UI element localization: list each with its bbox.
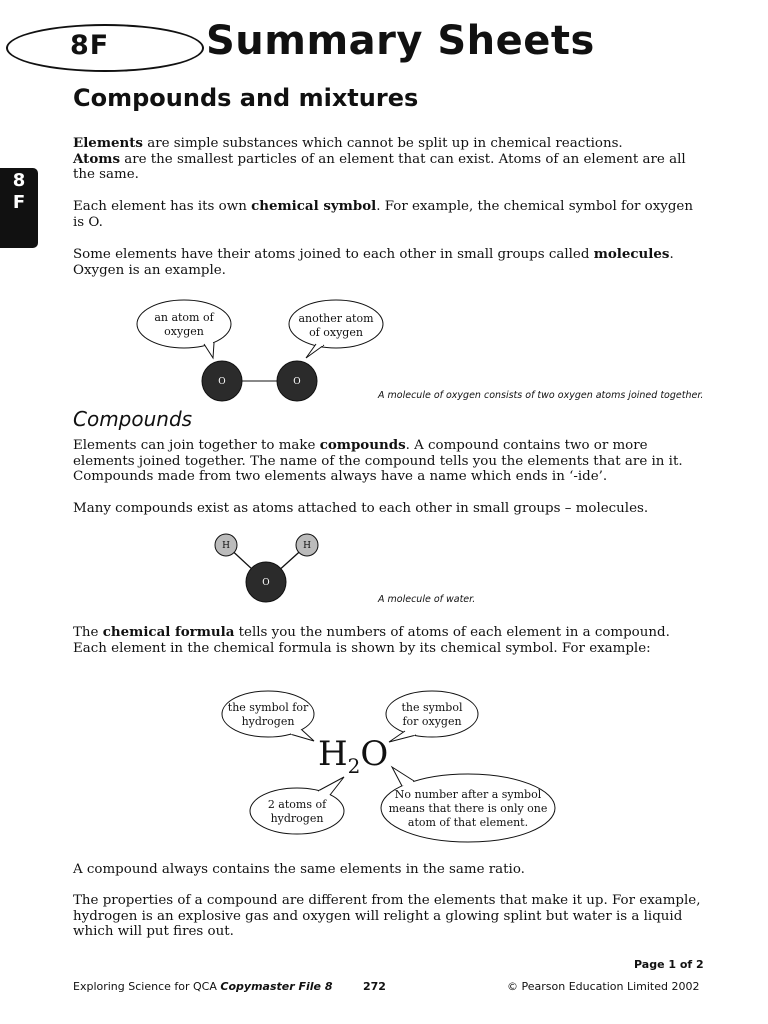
bubble-no-number-line3: atom of that element.: [407, 816, 529, 829]
bubble-tail-cover: [205, 343, 213, 344]
chemical-formula-h2o: [318, 734, 388, 778]
bubble-hydrogen-line2: hydrogen: [241, 715, 295, 728]
term-atoms: Atoms: [73, 150, 120, 167]
compounds-paragraph-1: [73, 438, 703, 485]
bubble-two-atoms-line1: 2 atoms of: [267, 798, 327, 811]
term-chemical-formula: chemical formula: [102, 624, 235, 640]
bubble-left-line2: oxygen: [164, 325, 204, 338]
section-heading-compounds: Compounds: [73, 407, 193, 431]
text: Each element has its own: [73, 199, 252, 214]
text: . For example, the chemical symbol for oxygen is O.: [73, 199, 693, 230]
footer-source: [73, 980, 332, 993]
text: . A compound contains two or more elements joined together. The name of the compound tells you the elements that are in it. Compounds made from two elements always have a name which ends in ‘-ide’.: [73, 438, 683, 484]
side-tab-number: 8: [12, 170, 26, 191]
compounds-paragraph-2: Many compounds exist as atoms attached to each other in small groups – molecules.: [73, 501, 649, 516]
bubble-oxygen-line2: for oxygen: [402, 715, 462, 728]
speech-bubble-left-tail: [204, 343, 214, 358]
term-chemical-symbol: chemical symbol: [251, 198, 377, 214]
page-subtitle: Compounds and mixtures: [73, 84, 419, 112]
hydrogen-atom-1-label: H: [222, 541, 230, 551]
text: are the smallest particles of an element that can exist. Atoms of an element are all the same.: [73, 151, 686, 182]
page-number: Page 1 of 2: [634, 958, 704, 971]
text: The: [73, 625, 103, 640]
oxygen-atom-label: O: [262, 578, 270, 588]
bubble-right-line1: another atom: [298, 312, 374, 325]
text: Elements can join together to make: [73, 438, 320, 453]
footer-copymaster: Copymaster File 8: [220, 980, 333, 993]
bubble-hydrogen-line1: the symbol for: [227, 701, 309, 714]
footer-page-code: 272: [363, 980, 386, 993]
closing-paragraph-2: The properties of a compound are different from the elements that make it up. For example, hydrogen is an explosive gas and oxygen will relight a glowing splint but water is a liquid which will put fires out.: [73, 893, 701, 939]
bubble-no-number-line1: No number after a symbol: [394, 788, 542, 801]
bubble-left-line1: an atom of: [154, 311, 214, 324]
text: are simple substances which cannot be split up in chemical reactions.: [142, 136, 623, 151]
bubble-oxygen-line1: the symbol: [401, 701, 463, 714]
text: . Oxygen is an example.: [73, 247, 674, 278]
page-title: Summary Sheets: [206, 18, 595, 64]
side-tab-letter: F: [12, 192, 26, 213]
text: Some elements have their atoms joined to each other in small groups called: [73, 247, 594, 262]
water-caption: A molecule of water.: [378, 594, 476, 605]
bubble-tail-cover: [317, 345, 323, 346]
oxygen-molecule-diagram: [137, 300, 383, 401]
formula-paragraph: [73, 625, 703, 656]
term-compounds: compounds: [319, 437, 406, 453]
footer-series: Exploring Science for QCA: [73, 980, 221, 993]
formula-hydrogen: H: [318, 734, 348, 774]
oxygen-atom-2-label: O: [293, 377, 301, 387]
oxygen-caption: A molecule of oxygen consists of two oxygen atoms joined together.: [378, 390, 704, 401]
oxygen-atom-1-label: O: [218, 377, 226, 387]
hydrogen-atom-2-label: H: [303, 541, 311, 551]
formula-oxygen: O: [360, 734, 389, 774]
bubble-two-atoms-line2: hydrogen: [270, 812, 324, 825]
formula-diagram: [222, 691, 555, 842]
bubble-no-number-line2: means that there is only one: [388, 802, 548, 815]
speech-bubble-oxygen-symbol: [386, 691, 478, 737]
speech-bubble-left: [137, 300, 231, 348]
term-molecules: molecules: [593, 246, 670, 262]
footer-copyright: © Pearson Education Limited 2002: [507, 980, 700, 993]
unit-code: 8F: [70, 30, 110, 61]
closing-paragraph-1: A compound always contains the same elements in the same ratio.: [73, 862, 525, 877]
text: tells you the numbers of atoms of each element in a compound. Each element in the chemical formula is shown by its chemical symbol. For example:: [73, 625, 670, 656]
formula-subscript: 2: [347, 753, 361, 778]
term-elements: Elements: [73, 135, 143, 151]
speech-bubble-right-tail: [306, 344, 324, 358]
water-molecule-diagram: [215, 534, 318, 602]
bubble-right-line2: of oxygen: [309, 326, 363, 339]
